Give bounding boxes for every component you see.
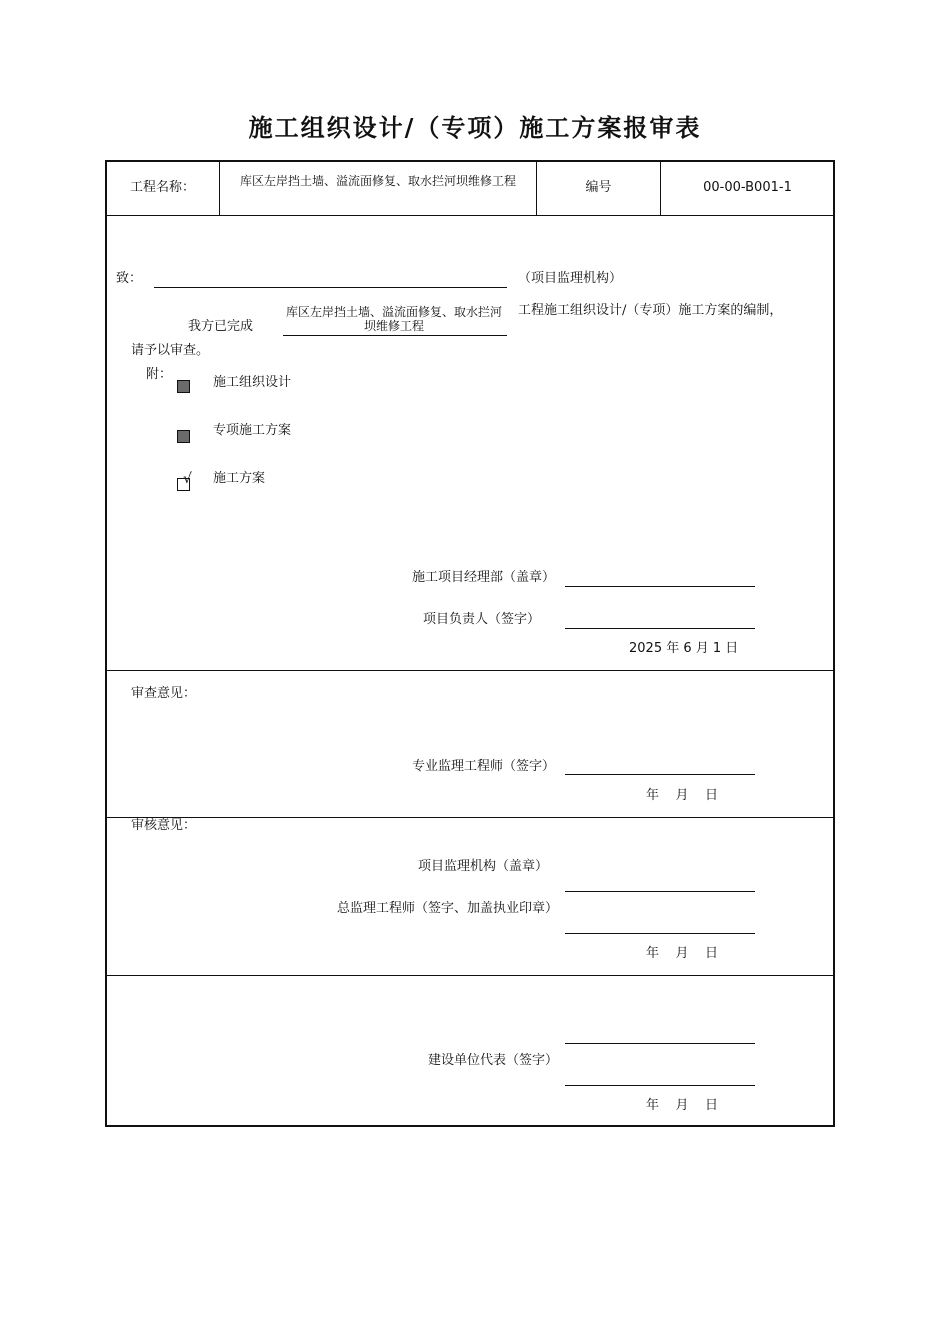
project-name-label: 工程名称：	[129, 180, 195, 195]
attachment-construction-design: 施工组织设计	[213, 375, 292, 390]
review-opinion-label: 审查意见：	[131, 686, 197, 701]
to-blank-line	[154, 287, 507, 288]
checkbox-special-plan[interactable]	[177, 430, 190, 443]
section-divider-3	[105, 975, 835, 976]
after-work-text: 工程施工组织设计/（专项）施工方案的编制，	[518, 303, 783, 318]
supervision-org-label: 项目监理机构（盖章）	[417, 859, 548, 874]
request-text: 请予以审查。	[131, 343, 210, 358]
we-completed-text: 我方已完成	[188, 319, 254, 334]
owner-date-placeholder: 年 月 日	[646, 1098, 719, 1113]
header-col-divider-1	[219, 161, 220, 215]
audit-date-placeholder: 年 月 日	[646, 946, 719, 961]
section-divider-2	[105, 817, 835, 818]
section-divider-1	[105, 670, 835, 671]
header-divider	[105, 215, 835, 216]
dept-seal-line	[565, 586, 755, 587]
attachment-special-plan: 专项施工方案	[213, 423, 292, 438]
attach-label: 附：	[146, 367, 173, 382]
owner-rep-label: 建设单位代表（签字）	[427, 1053, 558, 1068]
attachment-construction-plan: 施工方案	[213, 471, 266, 486]
number-label: 编号	[585, 180, 612, 195]
chief-engineer-line	[565, 933, 755, 934]
page-title: 施工组织设计/（专项）施工方案报审表	[248, 113, 702, 142]
to-suffix: （项目监理机构）	[518, 271, 623, 286]
to-label: 致：	[116, 271, 143, 286]
project-name-value: 库区左岸挡土墙、溢流面修复、取水拦河坝维修工程	[239, 174, 516, 188]
supervision-org-line	[565, 891, 755, 892]
engineer-sign-line	[565, 774, 755, 775]
dept-seal-label: 施工项目经理部（盖章）	[411, 570, 555, 585]
owner-rep-line-2	[565, 1085, 755, 1086]
leader-sign-line	[565, 628, 755, 629]
engineer-sign-label: 专业监理工程师（签字）	[411, 759, 555, 774]
number-value: 00-00-B001-1	[703, 180, 792, 195]
review-date-placeholder: 年 月 日	[646, 788, 719, 803]
checkbox-construction-plan[interactable]	[177, 471, 192, 491]
submit-date: 2025 年 6 月 1 日	[629, 641, 739, 656]
work-name-underline	[283, 335, 507, 336]
work-name-value: 库区左岸挡土墙、溢流面修复、取水拦河坝维修工程	[285, 305, 502, 333]
check-mark-icon: √	[183, 471, 192, 487]
checkbox-construction-design[interactable]	[177, 380, 190, 393]
owner-rep-line-1	[565, 1043, 755, 1044]
chief-engineer-label: 总监理工程师（签字、加盖执业印章）	[336, 901, 558, 916]
audit-opinion-label: 审核意见：	[131, 818, 197, 833]
leader-sign-label: 项目负责人（签字）	[422, 612, 540, 627]
